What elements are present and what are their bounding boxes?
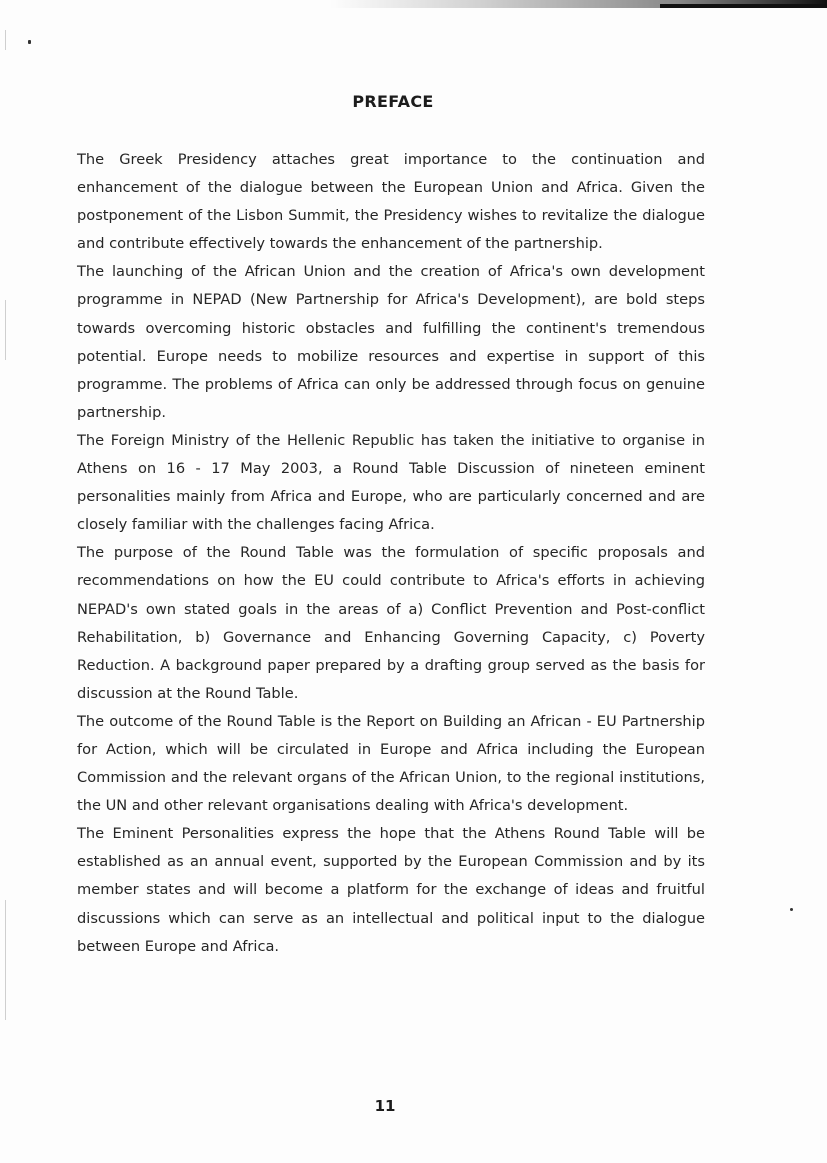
body-text	[77, 146, 705, 961]
page-title: PREFACE	[352, 92, 434, 111]
page-number: 11	[374, 1097, 396, 1115]
paragraph: The Eminent Personalities express the hope that the Athens Round Table will be established as an annual event, supported by the European Commission and by its member states and will become a platform for the exchange of ideas and fruitful discussions which can serve as an intellectual and political input to the dialogue between Europe and Africa.	[77, 825, 705, 955]
paragraph: The launching of the African Union and the creation of Africa's own development programme in NEPAD (New Partnership for Africa's Development), are bold steps towards overcoming historic obstacles and fulfilling the continent's tremendous potential. Europe needs to mobilize resources and expertise in support of this programme. The problems of Africa can only be addressed through focus on genuine partnership.	[77, 263, 705, 421]
paragraph: The purpose of the Round Table was the formulation of specific proposals and recommendations on how the EU could contribute to Africa's efforts in achieving NEPAD's own stated goals in the areas of a) Conflict Prevention and Post-conflict Rehabilitation, b) Governance and Enhancing Governing Capacity, c) Poverty Reduction. A background paper prepared by a drafting group served as the basis for discussion at the Round Table.	[77, 544, 705, 702]
scan-margin-mark	[5, 900, 6, 1020]
scan-speck	[790, 908, 793, 911]
paragraph: The Foreign Ministry of the Hellenic Republic has taken the initiative to organise in Athens on 16 - 17 May 2003, a Round Table Discussion of nineteen eminent personalities mainly from Africa and Europe, who are particularly concerned and are closely familiar with the challenges facing Africa.	[77, 431, 705, 534]
paragraph: The Greek Presidency attaches great importance to the continuation and enhancement of the dialogue between the European Union and Africa. Given the postponement of the Lisbon Summit, the Presidency wishes to revitalize the dialogue and contribute effectively towards the enhancement of the partnership.	[77, 151, 705, 253]
scan-margin-mark	[5, 30, 6, 50]
paragraph: The outcome of the Round Table is the Report on Building an African - EU Partnership for Action, which will be circulated in Europe and Africa including the European Commission and the relevant organs of the African Union, to the regional institutions, the UN and other relevant organisations dealing with Africa's development.	[77, 712, 705, 815]
scan-margin-mark	[5, 300, 6, 360]
scan-edge-line	[660, 4, 827, 8]
scan-speck	[28, 40, 31, 44]
